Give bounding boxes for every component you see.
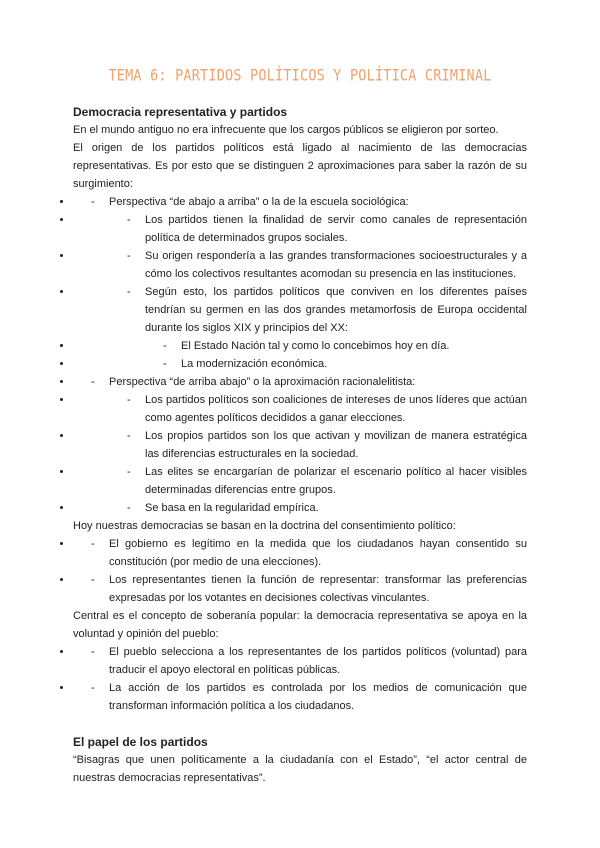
bullet-dash: • - <box>91 538 95 550</box>
list-item <box>73 373 527 391</box>
list-item-text: El pueblo selecciona a los representantes de los partidos políticos (voluntad) para traducir el apoyo electoral en políticas públicas. <box>109 646 527 676</box>
list-item <box>73 283 527 337</box>
bullet-dash: • - <box>127 430 131 442</box>
list-item-text: El Estado Nación tal y como lo concebimos hoy en día. <box>181 340 450 352</box>
list-item <box>73 499 527 517</box>
list-item <box>73 643 527 679</box>
document-title: TEMA 6: PARTIDOS POLÍTICOS Y POLÍTICA CRIMINAL <box>108 66 492 86</box>
bullet-dash: • - <box>91 574 95 586</box>
list-item <box>73 211 527 247</box>
bullet-dash: • - <box>91 682 95 694</box>
list-item <box>73 679 527 715</box>
paragraph: En el mundo antiguo no era infrecuente que los cargos públicos se eligieron por sorteo. <box>73 124 499 136</box>
list-item <box>73 247 527 283</box>
paragraph: El origen de los partidos políticos está ligado al nacimiento de las democracias representativas. Es por esto que se distinguen 2 aproximaciones para saber la razón de su surgimiento: <box>73 142 527 190</box>
list-item <box>73 391 527 427</box>
list-item-text: Se basa en la regularidad empírica. <box>145 502 319 514</box>
bullet-dash: • - <box>163 340 167 352</box>
list-item-text: Perspectiva “de arriba abajo” o la aproximación racionalelitista: <box>109 376 416 388</box>
list-item <box>73 463 527 499</box>
bullet-dash: • - <box>127 286 131 298</box>
list-item <box>73 571 527 607</box>
list-item-text: Su origen respondería a las grandes transformaciones socioestructurales y a cómo los colectivos resultantes acomodan su presencia en las instituciones. <box>145 250 527 280</box>
list-item-text: Los partidos tienen la finalidad de servir como canales de representación política de determinados grupos sociales. <box>145 214 527 244</box>
bullet-dash: • - <box>127 502 131 514</box>
paragraph: Central es el concepto de soberanía popular: la democracia representativa se apoya en la voluntad y opinión del pueblo: <box>73 610 527 640</box>
bullet-dash: • - <box>91 196 95 208</box>
bullet-dash: • - <box>127 466 131 478</box>
bullet-dash: • - <box>127 394 131 406</box>
list-item-text: Las elites se encargarían de polarizar el escenario político al hacer visibles determinadas diferencias entre grupos. <box>145 466 527 496</box>
spacer <box>73 715 527 733</box>
bullet-dash: • - <box>91 646 95 658</box>
bullet-dash: • - <box>163 358 167 370</box>
list-item-text: Los representantes tienen la función de representar: transformar las preferencias expresadas por los votantes en decisiones colectivas vinculantes. <box>109 574 527 604</box>
list-item <box>73 355 527 373</box>
document-body <box>73 103 527 787</box>
paragraph: Hoy nuestras democracias se basan en la doctrina del consentimiento político: <box>73 520 456 532</box>
list-item-text: La modernización económica. <box>181 358 328 370</box>
section-heading: Democracia representativa y partidos <box>73 105 288 119</box>
list-item <box>73 535 527 571</box>
list-item-text: Los partidos políticos son coaliciones de intereses de unos líderes que actúan como agentes políticos decididos a ganar elecciones. <box>145 394 527 424</box>
list-item <box>73 337 527 355</box>
list-item-text: Los propios partidos son los que activan y movilizan de manera estratégica las diferencias estructurales en la sociedad. <box>145 430 527 460</box>
list-item-text: Perspectiva “de abajo a arriba” o la de la escuela sociológica: <box>109 196 409 208</box>
section-heading: El papel de los partidos <box>73 735 208 749</box>
bullet-dash: • - <box>91 376 95 388</box>
paragraph: “Bisagras que unen políticamente a la ciudadanía con el Estado”, “el actor central de nuestras democracias representativas”. <box>73 754 527 784</box>
list-item <box>73 193 527 211</box>
list-item-text: El gobierno es legítimo en la medida que los ciudadanos hayan consentido su constitución (por medio de una elecciones). <box>109 538 527 568</box>
bullet-dash: • - <box>127 214 131 226</box>
list-item-text: La acción de los partidos es controlada por los medios de comunicación que transforman información política a los ciudadanos. <box>109 682 527 712</box>
list-item-text: Según esto, los partidos políticos que conviven en los diferentes países tendrían su germen en las dos grandes metamorfosis de Europa occidental durante los siglos XIX y principios del XX: <box>145 286 527 334</box>
bullet-dash: • - <box>127 250 131 262</box>
list-item <box>73 427 527 463</box>
